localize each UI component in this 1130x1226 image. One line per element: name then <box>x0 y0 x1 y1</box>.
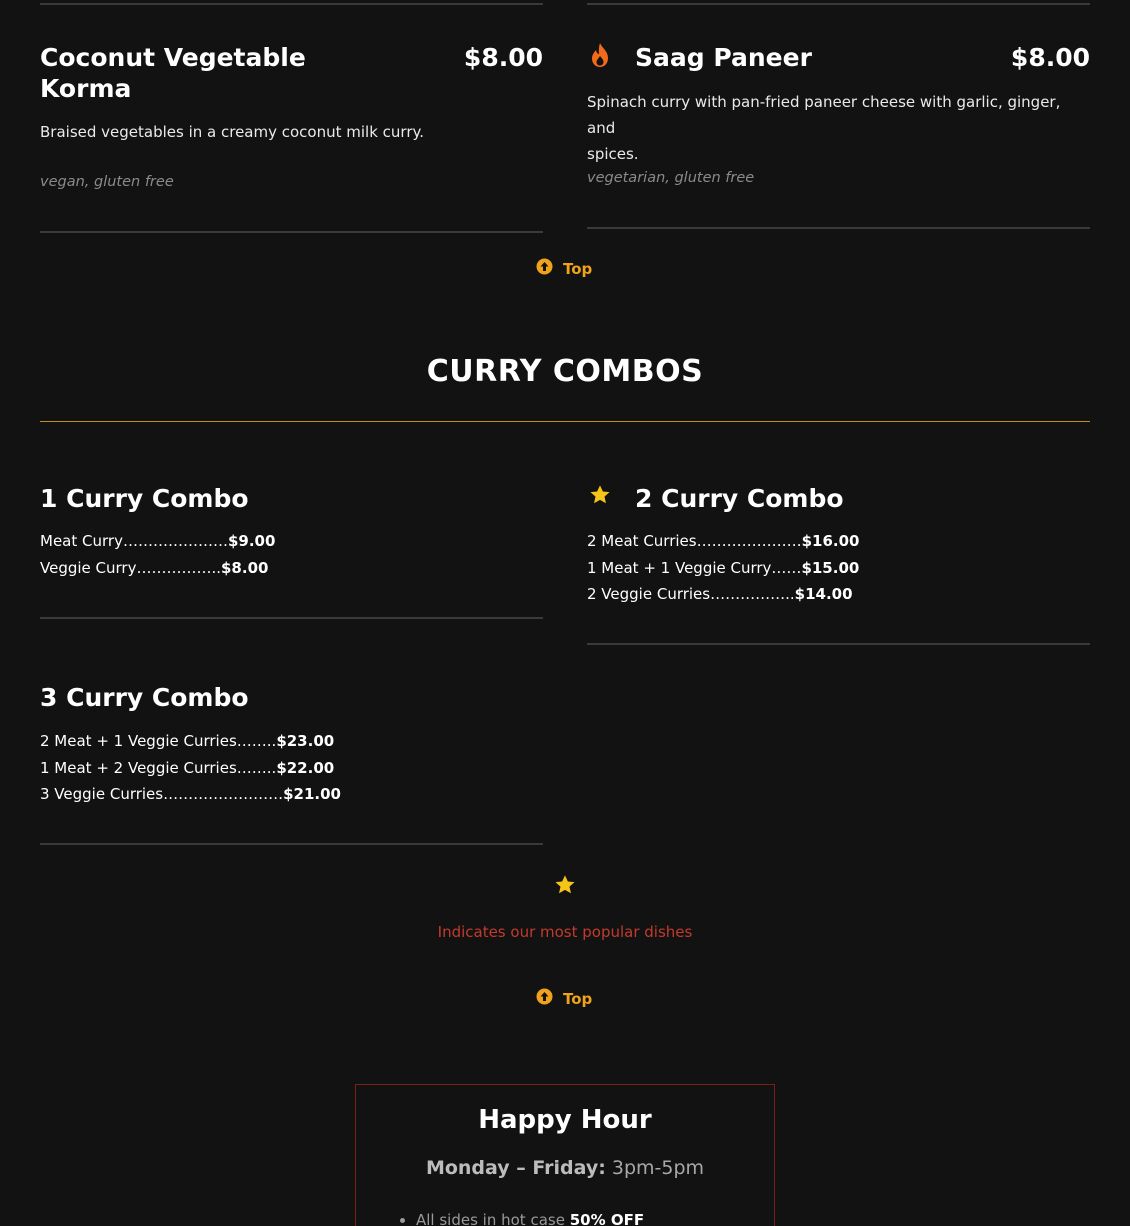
combo-line-price: $23.00 <box>276 732 335 750</box>
combo-line-price: $14.00 <box>794 585 853 603</box>
divider <box>587 3 1090 5</box>
dish-tags: vegan, gluten free <box>40 174 174 190</box>
combo-title: 1 Curry Combo <box>40 484 249 513</box>
happy-hour-title: Happy Hour <box>478 1105 652 1135</box>
combo-line <box>587 528 1090 555</box>
combo-line-label: 1 Meat + 1 Veggie Curry…… <box>587 558 802 577</box>
combo-line-label: Veggie Curry…………….. <box>40 558 221 577</box>
combo-line-price: $8.00 <box>221 558 269 577</box>
combo-line-price: $15.00 <box>801 558 860 577</box>
list-item <box>416 1211 644 1226</box>
back-to-top-link[interactable] <box>536 988 592 1009</box>
flame-icon <box>589 42 611 68</box>
dish-title <box>40 42 370 104</box>
section-divider <box>40 421 1090 422</box>
dish-description-line: spices. <box>587 145 639 163</box>
dish-description-line: Spinach curry with pan-fried paneer cheese with garlic, ginger, and <box>587 93 1061 137</box>
divider <box>40 843 543 845</box>
dish-price: $8.00 <box>1010 43 1090 72</box>
divider <box>40 231 543 233</box>
dish-title: Saag Paneer <box>635 43 812 72</box>
combo-title: 3 Curry Combo <box>40 683 249 712</box>
happy-hour-item-discount: 50% OFF <box>569 1211 645 1226</box>
combo-line-label: 1 Meat + 2 Veggie Curries…….. <box>40 758 277 777</box>
combo-line <box>40 728 543 755</box>
happy-hour-item-text: All sides in hot case <box>416 1211 570 1226</box>
back-to-top-label: Top <box>563 989 593 1008</box>
combo-line <box>40 555 543 582</box>
star-icon <box>554 874 576 896</box>
section-title: CURRY COMBOS <box>426 354 704 389</box>
combo-1-curry <box>40 484 543 581</box>
combo-line-price: $16.00 <box>801 532 860 550</box>
dish-description: Braised vegetables in a creamy coconut milk curry. <box>40 123 424 141</box>
combo-title: 2 Curry Combo <box>635 484 844 513</box>
divider <box>587 643 1090 645</box>
arrow-up-circle-icon <box>536 258 553 279</box>
combo-line <box>40 755 543 782</box>
divider <box>40 3 543 5</box>
combo-line <box>587 555 1090 582</box>
happy-hour-hours: 3pm-5pm <box>611 1157 705 1179</box>
combo-line-label: 3 Veggie Curries…………………… <box>40 785 284 803</box>
divider <box>40 617 543 619</box>
dish-price: $8.00 <box>463 43 543 72</box>
combo-line <box>40 781 543 808</box>
arrow-up-circle-icon <box>536 988 553 1009</box>
dish-tags: vegetarian, gluten free <box>587 170 755 186</box>
dish-description <box>587 89 1090 167</box>
popular-legend-text: Indicates our most popular dishes <box>437 923 693 941</box>
dish-title-line: Coconut Vegetable <box>40 43 306 72</box>
happy-hour-list <box>416 1211 644 1226</box>
combo-line-label: 2 Meat + 1 Veggie Curries…….. <box>40 732 277 750</box>
happy-hour-schedule <box>356 1157 774 1179</box>
happy-hour-box <box>355 1084 775 1226</box>
combo-line-label: 2 Veggie Curries…………….. <box>587 585 795 603</box>
star-icon <box>589 484 611 506</box>
combo-line-label: Meat Curry………………… <box>40 532 228 550</box>
combo-line-label: 2 Meat Curries………………… <box>587 532 802 550</box>
happy-hour-days: Monday – Friday: <box>425 1157 606 1179</box>
back-to-top-label: Top <box>563 259 593 278</box>
combo-line-price: $9.00 <box>227 532 276 550</box>
combo-line <box>587 581 1090 608</box>
dish-title-line: Korma <box>40 74 132 103</box>
combo-line <box>40 528 543 555</box>
combo-3-curry <box>40 683 543 808</box>
combo-2-curry <box>587 484 1090 608</box>
combo-line-price: $22.00 <box>276 758 335 777</box>
divider <box>587 227 1090 229</box>
combo-line-price: $21.00 <box>283 785 341 803</box>
back-to-top-link[interactable] <box>536 258 592 279</box>
